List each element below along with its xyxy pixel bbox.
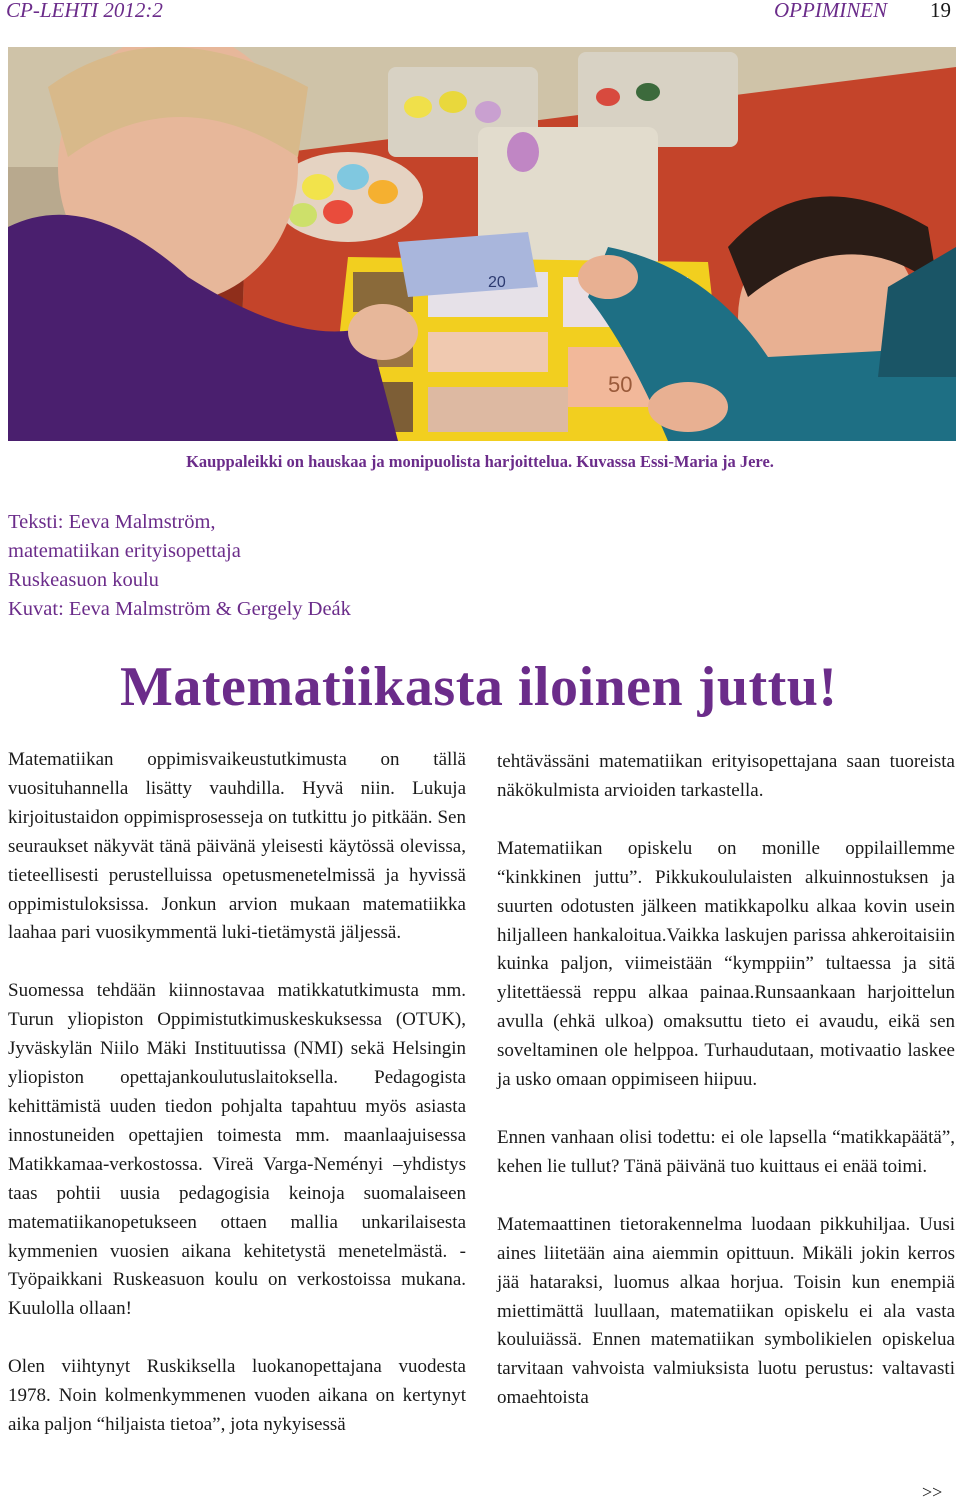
right-column bbox=[497, 748, 955, 1413]
article-title: Matematiikasta iloinen juttu! bbox=[120, 656, 838, 718]
credit-line: Kuvat: Eeva Malmström & Gergely Deák bbox=[8, 598, 351, 620]
credit-line: matematiikan erityisopettaja bbox=[8, 540, 241, 562]
paragraph: tehtävässäni matematiikan erityisopettajana saan tuoreista näkökulmista arvioiden tarkastella. bbox=[497, 751, 955, 801]
classroom-photo-illustration bbox=[8, 47, 956, 441]
article-credits bbox=[8, 508, 351, 624]
left-column bbox=[8, 746, 466, 1440]
paragraph: Olen viihtynyt Ruskiksella luokanopettajana vuodesta 1978. Noin kolmenkymmenen vuoden aikana on kertynyt aika paljon “hiljaista tietoa”, jota nykyisessä bbox=[8, 1356, 466, 1436]
credit-line: Teksti: Eeva Malmström, bbox=[8, 511, 216, 533]
page-number: 19 bbox=[930, 0, 951, 22]
magazine-issue: CP-LEHTI 2012:2 bbox=[6, 0, 163, 22]
paragraph: Suomessa tehdään kiinnostavaa matikkatutkimusta mm. Turun yliopiston Oppimistutkimuskeskuksessa (OTUK), Jyväskylän Niilo Mäki Instituutissa (NMI) sekä Helsingin yliopiston opettajankoulutuslaitoksella. Pedagogista kehittämistä uuden tiedon pohjalta tapahtuu myös asiasta innostuneiden opettajien toimesta mm. maanlaajuisessa Matikkamaa-verkostossa. Vireä Varga-Neményi –yhdistys taas pohtii uusia pedagogisia keinoja suomalaiseen matematiikanopetukseen ottaen mallia unkarilaisesta kymmenien vuosien aikana kehitetystä menetelmästä. - Työpaikkani Ruskeasuon koulu on verkostoissa mukana. Kuulolla ollaan! bbox=[8, 980, 466, 1320]
page-header bbox=[0, 0, 960, 30]
banknote-value: 50 bbox=[608, 372, 633, 397]
section-name: OPPIMINEN bbox=[774, 0, 888, 22]
continue-mark: >> bbox=[922, 1482, 943, 1502]
credit-line: Ruskeasuon koulu bbox=[8, 569, 159, 591]
paragraph: Ennen vanhaan olisi todettu: ei ole lapsella “matikkapäätä”, kehen lie tullut? Tänä päivänä tuo kuittaus ei enää toimi. bbox=[497, 1126, 955, 1177]
banknote-value: 20 bbox=[488, 274, 506, 291]
paragraph: Matemaattinen tietorakennelma luodaan pikkuhiljaa. Uusi aines liitetään aina aiemmin opittuun. Mikäli jokin kerros jää hataraksi, luomus alkaa horjua. Toisin kun enempiä miettimättä luullaan, matematiikan opiskelu ei ala vasta kouluiässä. Ennen matematiikan symbolikielen opiskelua tarvitaan vahvoista valmiuksista luotu perustus: valtavasti omaehtoista bbox=[497, 1213, 955, 1409]
photo-caption: Kauppaleikki on hauskaa ja monipuolista harjoittelua. Kuvassa Essi-Maria ja Jere. bbox=[186, 452, 774, 471]
article-photo bbox=[8, 47, 956, 441]
paragraph: Matematiikan opiskelu on monille oppilaillemme “kinkkinen juttu”. Pikkukoululaisten alkuinnostuksen ja suurten odotusten jälkeen matikkapolku alkaa kovin usein hiljalleen hankaloitua.Vaikka laskujen parissa ahkeroitaisiin kuinka paljon, viimeistään “kymppiin” tultaessa ja sitä ylitettäessä reppu alkaa painaa.Runsaankaan harjoittelun avulla (ehkä ulkoa) omaksuttu tieto ei avaudu, eikä sen soveltaminen ole helppoa. Turhaudutaan, motivaatio laskee ja usko omaan oppimiseen hiipuu. bbox=[497, 837, 955, 1091]
paragraph: Matematiikan oppimisvaikeustutkimusta on tällä vuosituhannella lisätty vauhdilla. Hyvä niin. Lukuja kirjoitustaidon oppimisprosesseja on tutkittu jo pitkään. Sen seuraukset näkyvät tänä päivänä yleisesti käytössä olevissa, tieteellisesti perustelluissa opetusmenetelmissä ja hyvissä oppimistuloksissa. Jonkun arvion mukaan matematiikka laahaa pari vuosikymmentä luki-tietämystä jäljessä. bbox=[8, 749, 466, 944]
